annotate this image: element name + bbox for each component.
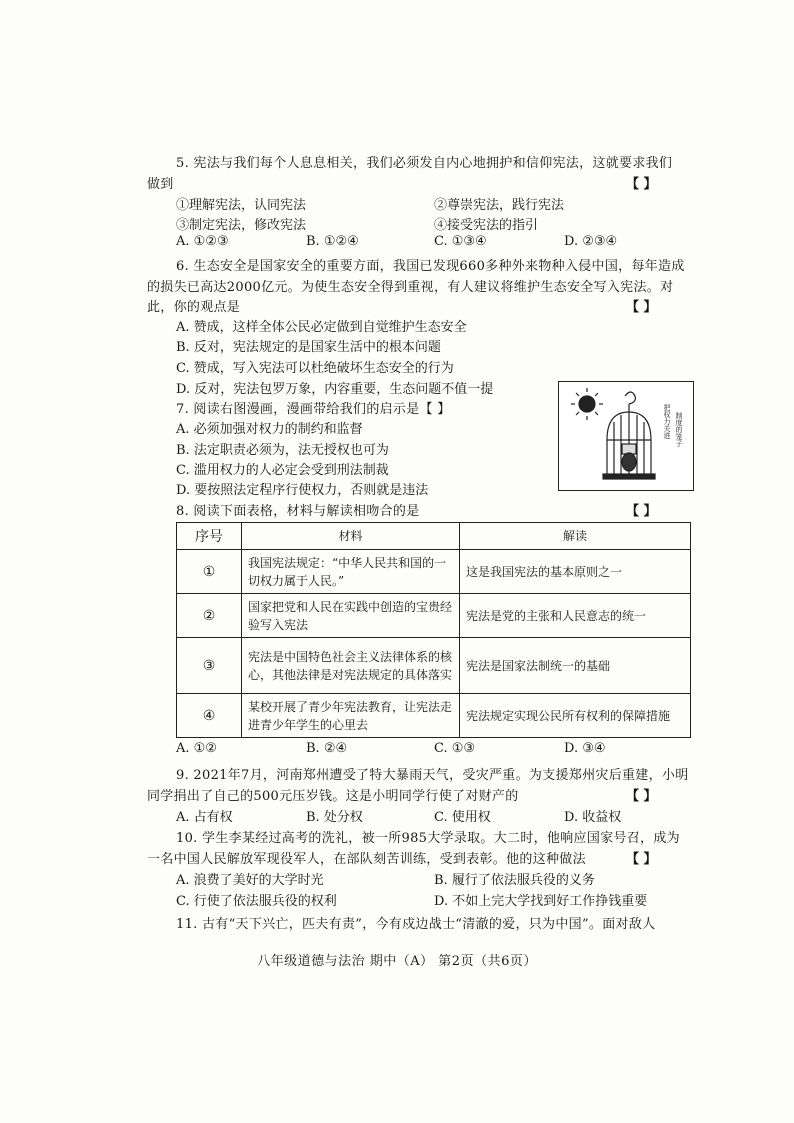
q7-option-a: A. 必须加强对权力的制约和监督: [176, 422, 363, 437]
row-reading: 宪法规定实现公民所有权利的保障措施: [460, 694, 691, 738]
row-reading: 这是我国宪法的基本原则之一: [460, 550, 691, 594]
q10-option-b: B. 履行了依法服兵役的义务: [434, 873, 595, 888]
birdcage-icon: [603, 392, 655, 479]
q8-answer-bracket: 【 】: [626, 504, 657, 519]
q5-option-a: A. ①②③: [176, 234, 229, 249]
q9-option-a: A. 占有权: [176, 810, 233, 825]
q8-option-a: A. ①②: [176, 741, 217, 756]
q10-option-a: A. 浪费了美好的大学时光: [176, 873, 324, 888]
q5-item-1: ①理解宪法，认同宪法: [176, 198, 307, 213]
q5-stem-line1: 5. 宪法与我们每个人息息相关，我们必须发自内心地拥护和信仰宪法，这就要求我们: [176, 156, 673, 171]
q6-stem-line3: 此，你的观点是: [147, 300, 241, 315]
q7-stem: 7. 阅读右图漫画，漫画带给我们的启示是【 】: [176, 402, 451, 417]
q9-stem-line2: 同学捐出了自己的500元压岁钱。这是小明同学行使了对财产的: [147, 789, 519, 804]
q11-stem-line1: 11. 古有“天下兴亡，匹夫有责”，今有戍边战士“清澈的爱，只为中国”。面对敌人: [176, 917, 656, 932]
q7-option-b: B. 法定职责必须为，法无授权也可为: [176, 443, 389, 458]
table-row: [177, 594, 691, 638]
q10-option-c: C. 行使了依法服兵役的权利: [176, 894, 337, 909]
q8-stem: 8. 阅读下面表格，材料与解读相吻合的是: [176, 504, 420, 519]
table-row: [177, 550, 691, 594]
cage-cartoon-icon: [559, 382, 693, 490]
q6-stem-line1: 6. 生态安全是国家安全的重要方面，我国已发现660多种外来物种入侵中国，每年造成: [176, 259, 685, 274]
q5-option-c: C. ①③④: [434, 234, 487, 249]
row-no: ③: [177, 638, 242, 694]
row-reading: 宪法是党的主张和人民意志的统一: [460, 594, 691, 638]
q5-option-b: B. ①②④: [306, 234, 359, 249]
q5-item-4: ④接受宪法的指引: [434, 218, 539, 233]
cartoon-caption-left: 把权力关进: [663, 404, 671, 439]
row-no: ④: [177, 694, 242, 738]
q10-stem-line1: 10. 学生李某经过高考的洗礼，被一所985大学录取。大二时，他响应国家号召，成为: [176, 831, 680, 846]
q5-answer-bracket: 【 】: [626, 177, 657, 192]
q9-option-c: C. 使用权: [434, 810, 491, 825]
q7-option-d: D. 要按照法定程序行使权力，否则就是违法: [176, 483, 429, 498]
q6-stem-line2: 的损失已高达2000亿元。为使生态安全得到重视，有人建议将维护生态安全写入宪法。对: [147, 280, 674, 295]
q6-option-c: C. 赞成，写入宪法可以杜绝破坏生态安全的行为: [176, 361, 454, 376]
q8-option-b: B. ②④: [306, 741, 348, 756]
q8-option-d: D. ③④: [564, 741, 606, 756]
q10-option-d: D. 不如上完大学找到好工作挣钱重要: [434, 894, 648, 909]
q6-answer-bracket: 【 】: [626, 300, 657, 315]
table-header-row: [177, 523, 691, 550]
q6-option-a: A. 赞成，这样全体公民必定做到自觉维护生态安全: [176, 320, 467, 335]
q6-option-b: B. 反对，宪法规定的是国家生活中的根本问题: [176, 340, 441, 355]
table-row: [177, 638, 691, 694]
cage-cartoon-image: [558, 381, 694, 491]
cartoon-caption-right: 制度的笼子: [675, 412, 683, 447]
q9-option-d: D. 收益权: [564, 810, 622, 825]
header-no: 序号: [177, 523, 242, 550]
row-reading: 宪法是国家法制统一的基础: [460, 638, 691, 694]
q10-answer-bracket: 【 】: [626, 852, 657, 867]
q8-table: [176, 522, 691, 738]
header-material: 材料: [242, 523, 460, 550]
q9-stem-line1: 9. 2021年7月，河南郑州遭受了特大暴雨天气，受灾严重。为支援郑州灾后重建，小明: [176, 768, 689, 783]
row-material: 我国宪法规定：“中华人民共和国的一切权力属于人民。”: [242, 550, 460, 594]
q5-item-3: ③制定宪法，修改宪法: [176, 218, 307, 233]
q5-option-d: D. ②③④: [564, 234, 618, 249]
row-material: 国家把党和人民在实践中创造的宝贵经验写入宪法: [242, 594, 460, 638]
sun-icon: [571, 388, 603, 420]
row-no: ②: [177, 594, 242, 638]
q7-option-c: C. 滥用权力的人必定会受到刑法制裁: [176, 463, 389, 478]
q10-stem-line2: 一名中国人民解放军现役军人，在部队刻苦训练，受到表彰。他的这种做法: [147, 852, 586, 867]
q5-stem-line2: 做到: [147, 177, 174, 192]
row-material: 宪法是中国特色社会主义法律体系的核心，其他法律是对宪法规定的具体落实: [242, 638, 460, 694]
row-material: 某校开展了青少年宪法教育，让宪法走进青少年学生的心里去: [242, 694, 460, 738]
table-row: [177, 694, 691, 738]
q8-option-c: C. ①③: [434, 741, 476, 756]
header-reading: 解读: [460, 523, 691, 550]
row-no: ①: [177, 550, 242, 594]
q5-item-2: ②尊崇宪法，践行宪法: [434, 198, 565, 213]
q6-option-d: D. 反对，宪法包罗万象，内容重要，生态问题不值一提: [176, 382, 494, 397]
page-footer: 八年级道德与法治 期中（A） 第2页（共6页）: [257, 954, 537, 969]
q9-answer-bracket: 【 】: [626, 789, 657, 804]
q9-option-b: B. 处分权: [306, 810, 363, 825]
